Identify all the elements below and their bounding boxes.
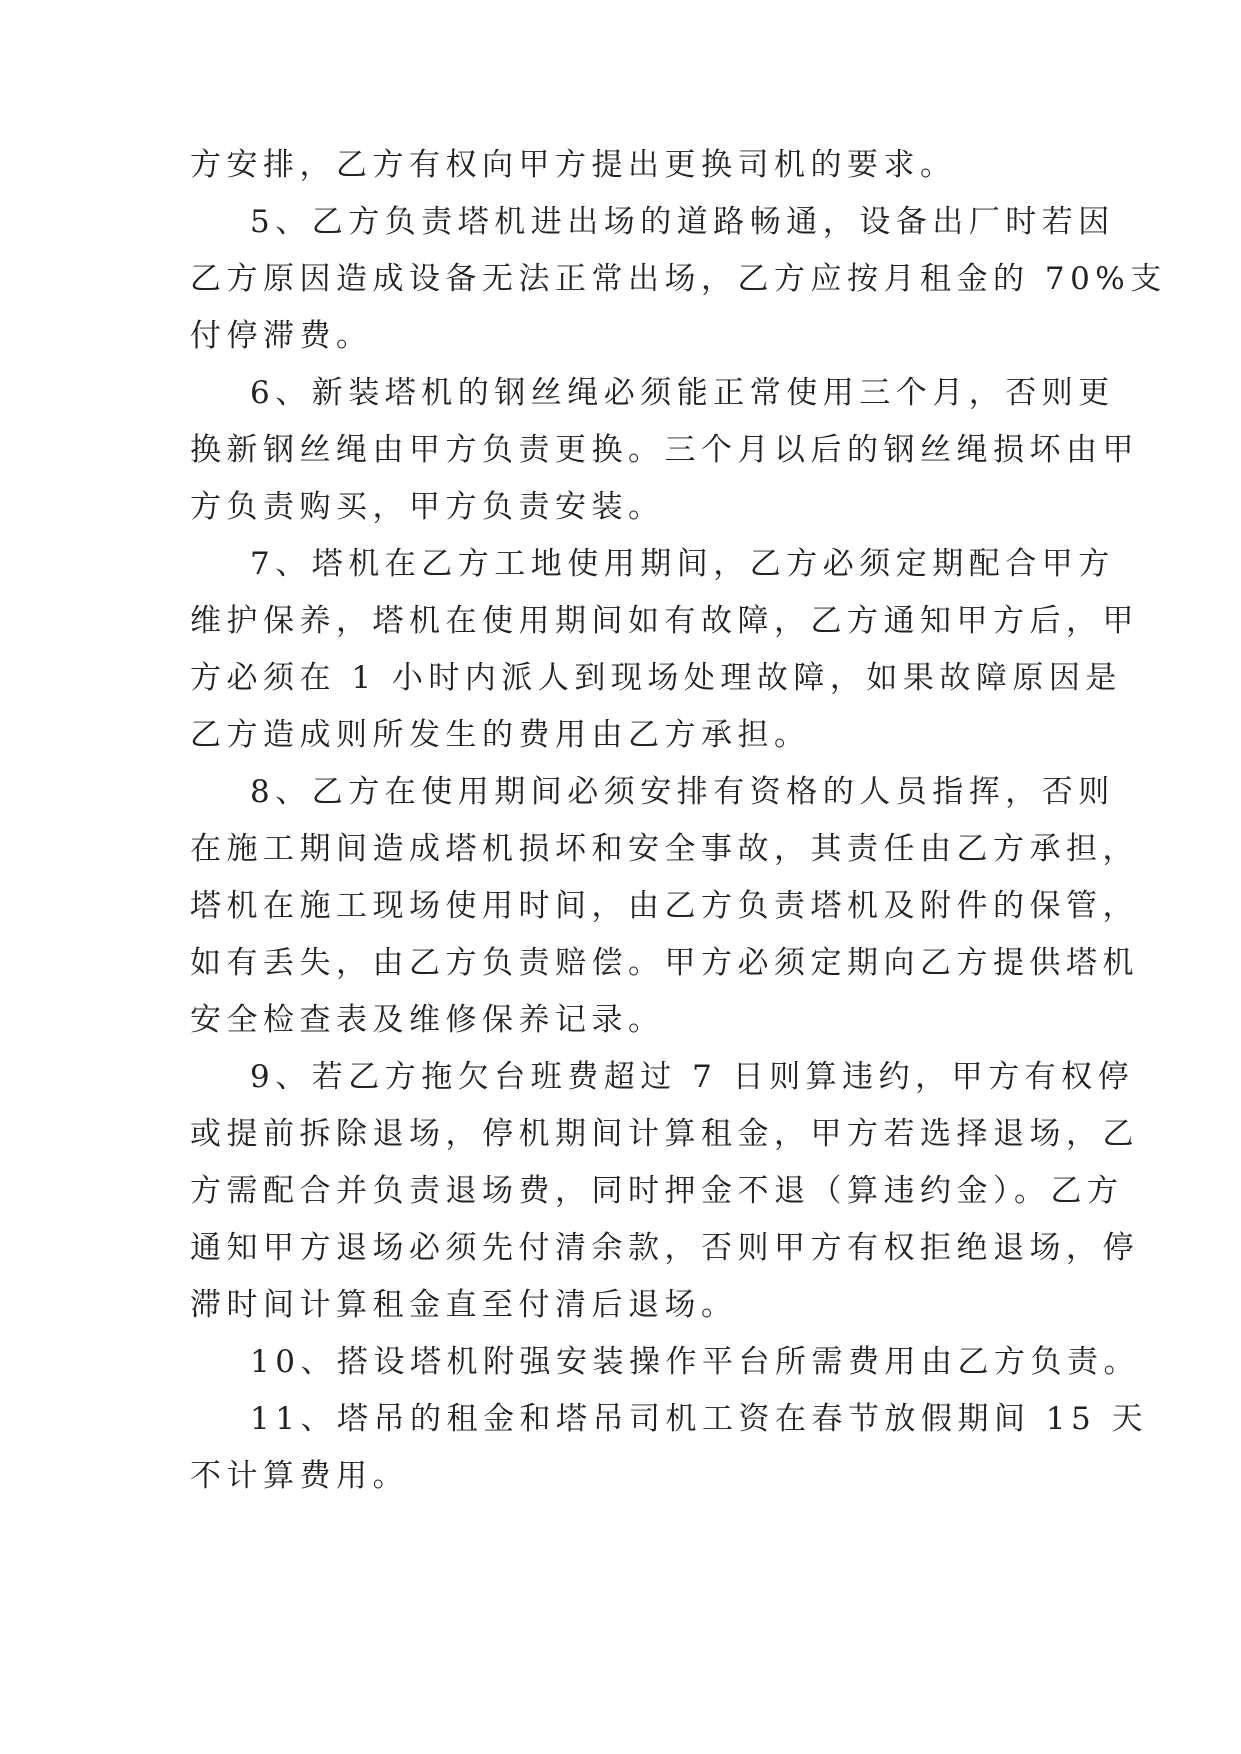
text-line: 如有丢失，由乙方负责赔偿。甲方必须定期向乙方提供塔机 (190, 945, 1139, 981)
text-line: 方需配合并负责退场费，同时押金不退（算违约金）。乙方 (190, 1173, 1124, 1209)
text-line: 滞时间计算租金直至付清后退场。 (190, 1287, 738, 1323)
clause-9-line: 9、若乙方拖欠台班费超过 7 日则算违约，甲方有权停 (250, 1059, 1135, 1095)
text-line: 维护保养，塔机在使用期间如有故障，乙方通知甲方后，甲 (190, 603, 1139, 639)
text-line: 乙方造成则所发生的费用由乙方承担。 (190, 717, 811, 753)
text-line: 不计算费用。 (190, 1458, 409, 1494)
clause-11-line: 11、塔吊的租金和塔吊司机工资在春节放假期间 15 天 (250, 1401, 1149, 1437)
text-line: 方必须在 1 小时内派人到现场处理故障，如果故障原因是 (190, 660, 1122, 696)
text-line: 或提前拆除退场，停机期间计算租金，甲方若选择退场，乙 (190, 1116, 1139, 1152)
text-line: 付停滞费。 (190, 318, 373, 354)
text-line: 方负责购买，甲方负责安装。 (190, 489, 665, 525)
text-line: 乙方原因造成设备无法正常出场，乙方应按月租金的 70%支 (190, 261, 1167, 297)
clause-5-line: 5、乙方负责塔机进出场的道路畅通，设备出厂时若因 (250, 204, 1115, 240)
text-line: 方安排，乙方有权向甲方提出更换司机的要求。 (190, 147, 957, 183)
text-line: 通知甲方退场必须先付清余款，否则甲方有权拒绝退场，停 (190, 1230, 1139, 1266)
text-line: 换新钢丝绳由甲方负责更换。三个月以后的钢丝绳损坏由甲 (190, 432, 1139, 468)
clause-10-line: 10、搭设塔机附强安装操作平台所需费用由乙方负责。 (250, 1344, 1140, 1380)
clause-8-line: 8、乙方在使用期间必须安排有资格的人员指挥，否则 (250, 774, 1115, 810)
clause-6-line: 6、新装塔机的钢丝绳必须能正常使用三个月，否则更 (250, 375, 1115, 411)
text-line: 安全检查表及维修保养记录。 (190, 1002, 665, 1038)
text-line: 在施工期间造成塔机损坏和安全事故，其责任由乙方承担， (190, 831, 1139, 867)
text-line: 塔机在施工现场使用时间，由乙方负责塔机及附件的保管， (190, 888, 1139, 924)
clause-7-line: 7、塔机在乙方工地使用期间，乙方必须定期配合甲方 (250, 546, 1115, 582)
